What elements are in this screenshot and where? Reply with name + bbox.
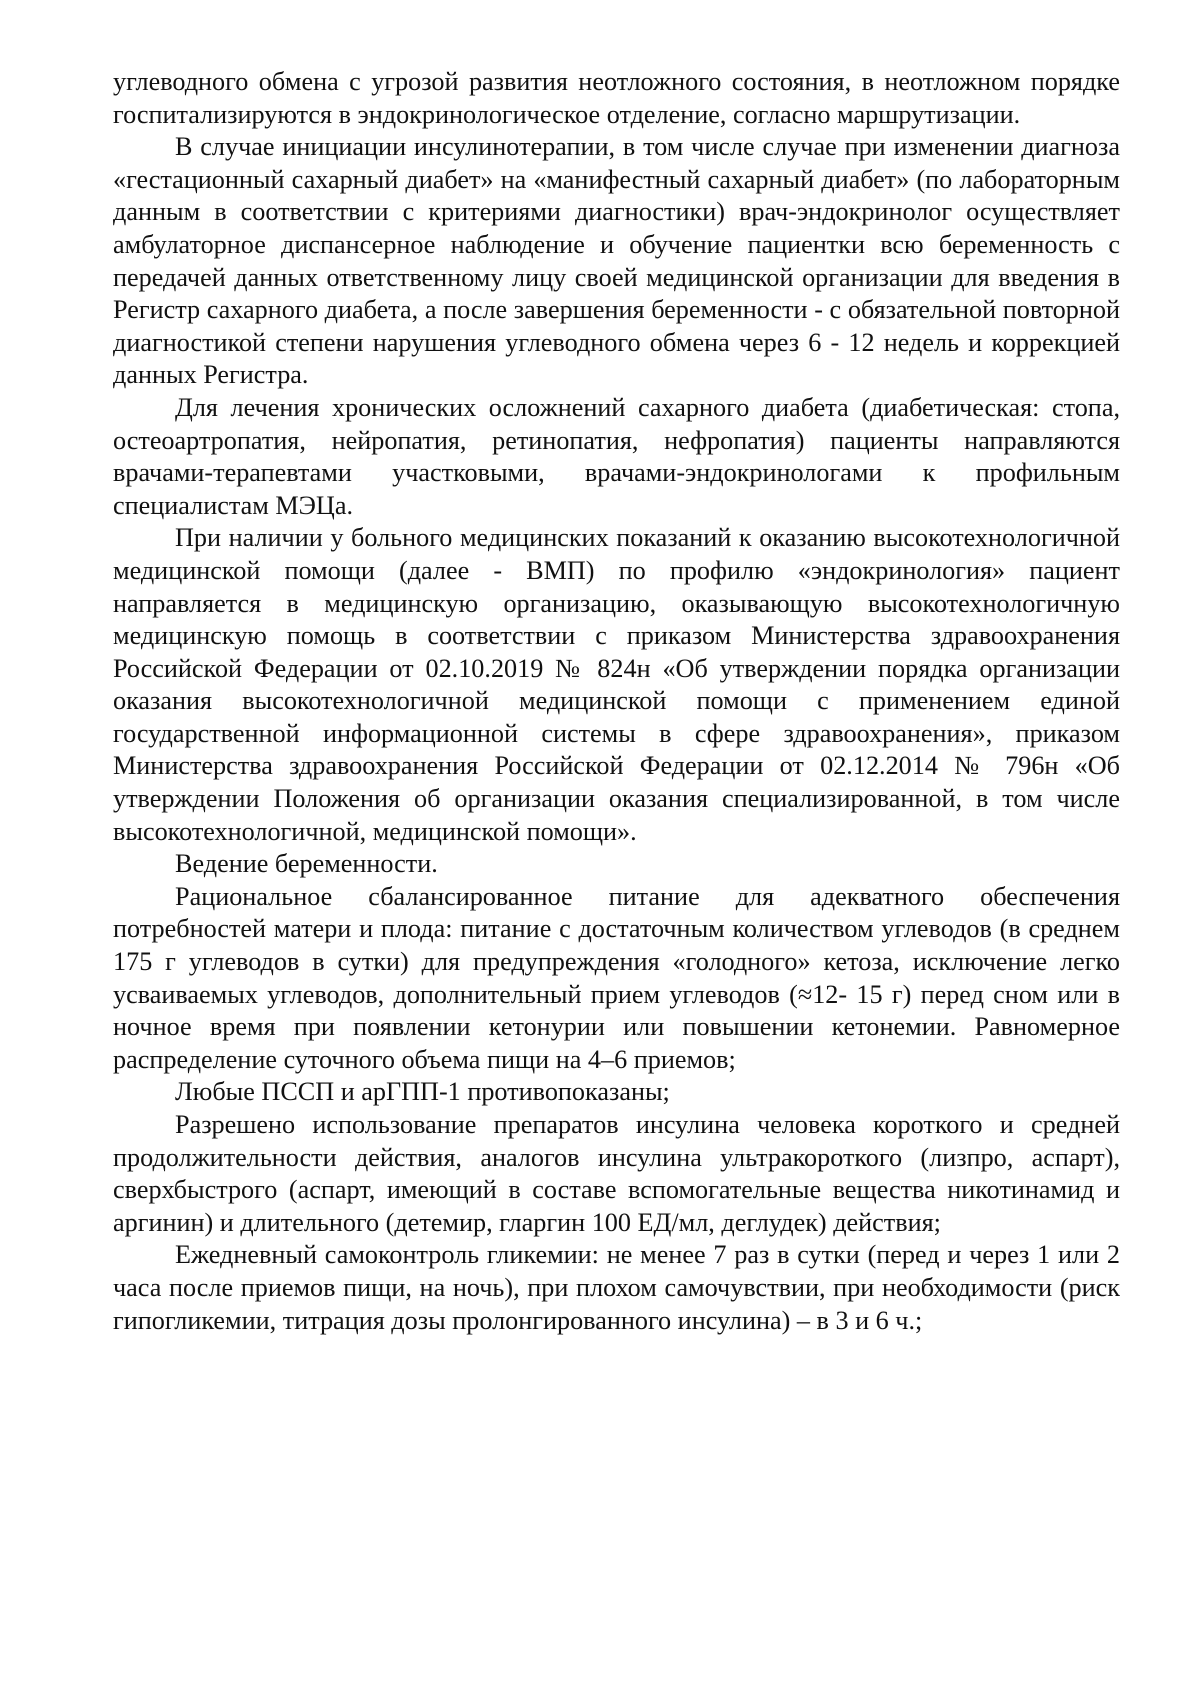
paragraph-glycemia-self-control: Ежедневный самоконтроль гликемии: не менее 7 раз в сутки (перед и через 1 или 2 часа после приемов пищи, на ночь), при плохом самочувствии, при необходимости (риск гипогликемии, титрация дозы пролонгированного инсулина) – в 3 и 6 ч.; — [113, 1240, 1120, 1335]
paragraph-chronic-complications: Для лечения хронических осложнений сахарного диабета (диабетическая: стопа, остеоартропатия, нейропатия, ретинопатия, нефропатия) пациенты направляются врачами-терапевтами участковыми, врачами-эндокринологами к профильным специалистам МЭЦа. — [113, 392, 1120, 520]
paragraph-pregnancy-management-heading: Ведение беременности. — [175, 849, 438, 879]
document-page — [113, 66, 1120, 1337]
paragraph-contraindications: Любые ПССП и арГПП-1 противопоказаны; — [175, 1077, 670, 1107]
paragraph-insulin-therapy: В случае инициации инсулинотерапии, в том числе случае при изменении диагноза «гестационный сахарный диабет» на «манифестный сахарный диабет» (по лабораторным данным в соответствии с критериями диагностики) врач-эндокринолог осуществляет амбулаторное диспансерное наблюдение и обучение пациентки всю беременность с передачей данных ответственному лицу своей медицинской организации для введения в Регистр сахарного диабета, а после завершения беременности - с обязательной повторной диагностикой степени нарушения углеводного обмена через 6 - 12 недель и коррекцией данных Регистра. — [113, 132, 1120, 390]
paragraph-high-tech-care: При наличии у больного медицинских показаний к оказанию высокотехнологичной медицинской помощи (далее - ВМП) по профилю «эндокринология» пациент направляется в медицинскую организацию, оказывающую высокотехнологичную медицинскую помощь в соответствии с приказом Министерства здравоохранения Российской Федерации от 02.10.2019 № 824н «Об утверждении порядка организации оказания высокотехнологичной медицинской помощи с применением единой государственной информационной системы в сфере здравоохранения», приказом Министерства здравоохранения Российской Федерации от 02.12.2014 № 796н «Об утверждении Положения об организации оказания специализированной, в том числе высокотехнологичной, медицинской помощи». — [113, 523, 1120, 846]
paragraph-allowed-insulins: Разрешено использование препаратов инсулина человека короткого и средней продолжительности действия, аналогов инсулина ультракороткого (лизпро, аспарт), сверхбыстрого (аспарт, имеющий в составе вспомогательные вещества никотинамид и аргинин) и длительного (детемир, гларгин 100 ЕД/мл, деглудек) действия; — [113, 1110, 1120, 1237]
paragraph-nutrition: Рациональное сбалансированное питание для адекватного обеспечения потребностей матери и плода: питание с достаточным количеством углеводов (в среднем 175 г углеводов в сутки) для предупреждения «голодного» кетоза, исключение легко усваиваемых углеводов, дополнительный прием углеводов (≈12- 15 г) перед сном или в ночное время при появлении кетонурии или повышении кетонемии. Равномерное распределение суточного объема пищи на 4–6 приемов; — [113, 881, 1120, 1074]
paragraph-hospitalization: углеводного обмена с угрозой развития неотложного состояния, в неотложном порядке госпитализируются в эндокринологическое отделение, согласно маршрутизации. — [113, 67, 1120, 129]
